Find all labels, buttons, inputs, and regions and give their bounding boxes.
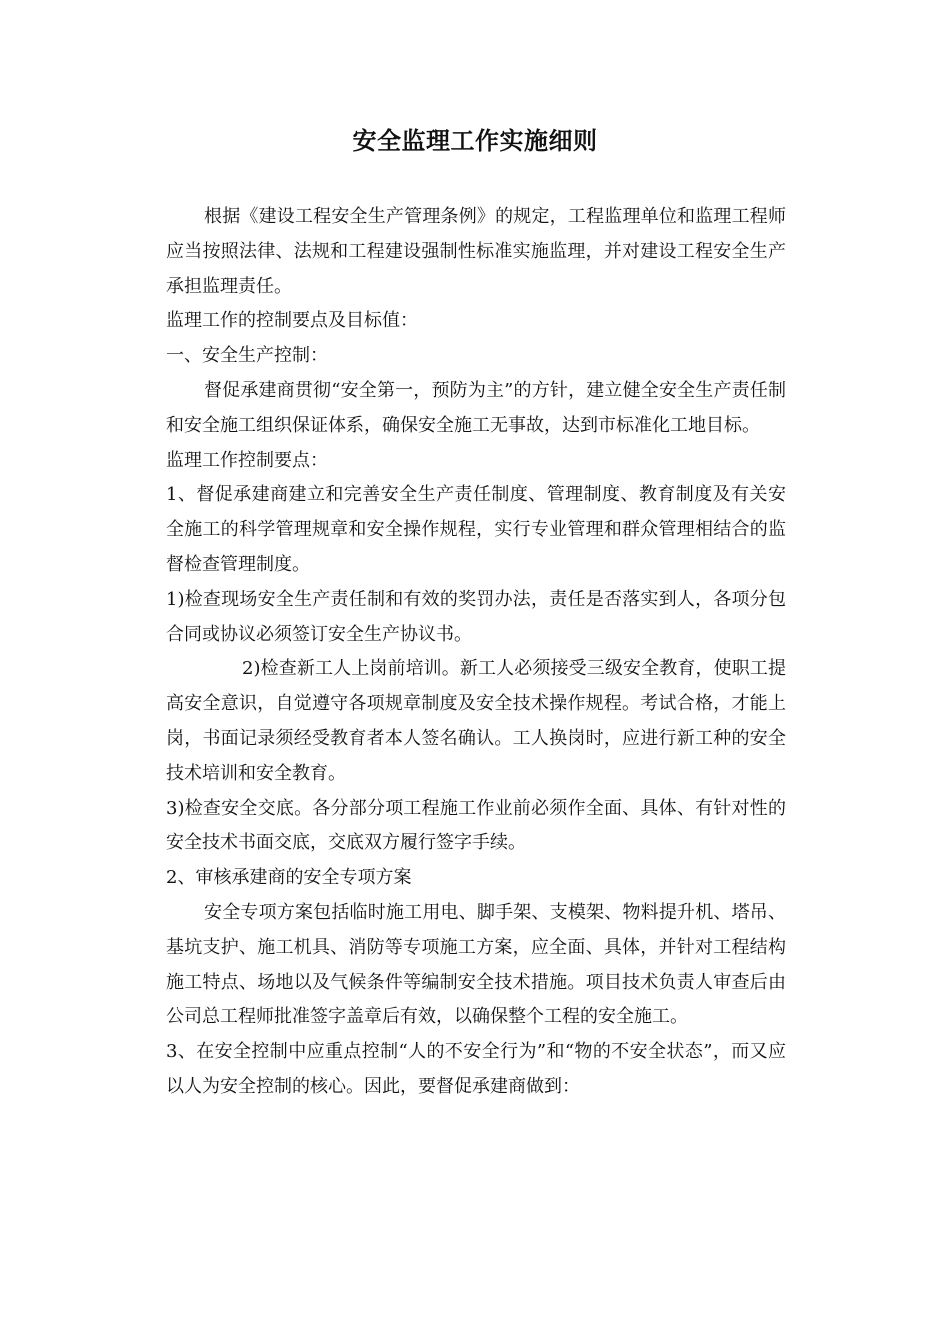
paragraph-key-points-heading: 监理工作控制要点： — [166, 449, 328, 471]
section-heading-safety-control: 一、安全生产控制： — [166, 345, 328, 367]
paragraph-safety-policy: 督促承建商贯彻“安全第一，预防为主”的方针，建立健全安全生产责任制和安全施工组织保证体系，确保安全施工无事故，达到市标准化工地目标。 — [166, 379, 786, 436]
sub-item-2: 2)检查新工人上岗前培训。新工人必须接受三级安全教育，使职工提高安全意识，自觉遵守各项规章制度及安全技术操作规程。考试合格，才能上岗，书面记录须经受教育者本人签名确认。工人换岗时，应进行新工种的安全技术培训和安全教育。 — [166, 658, 786, 784]
sub-item-3: 3)检查安全交底。各分部分项工程施工作业前必须作全面、具体、有针对性的安全技术书面交底，交底双方履行签字手续。 — [166, 797, 786, 854]
document-title: 安全监理工作实施细则 — [352, 126, 598, 155]
paragraph-intro: 根据《建设工程安全生产管理条例》的规定，工程监理单位和监理工程师应当按照法律、法规和工程建设强制性标准实施监理，并对建设工程安全生产承担监理责任。 — [166, 206, 786, 297]
paragraph-control-points-heading: 监理工作的控制要点及目标值： — [166, 310, 418, 332]
list-item-2: 2、审核承建商的安全专项方案 — [166, 867, 412, 889]
list-item-3: 3、在安全控制中应重点控制“人的不安全行为”和“物的不安全状态”，而又应以人为安全控制的核心。因此，要督促承建商做到： — [166, 1041, 786, 1097]
sub-item-1: 1)检查现场安全生产责任制和有效的奖罚办法，责任是否落实到人，各项分包合同或协议必须签订安全生产协议书。 — [166, 588, 786, 645]
paragraph-special-plan: 安全专项方案包括临时施工用电、脚手架、支模架、物料提升机、塔吊、基坑支护、施工机具、消防等专项施工方案，应全面、具体，并针对工程结构施工特点、场地以及气候条件等编制安全技术措施。项目技术负责人审查后由公司总工程师批准签字盖章后有效，以确保整个工程的安全施工。 — [166, 901, 786, 1028]
document-body — [166, 200, 786, 1105]
list-item-1: 1、督促承建商建立和完善安全生产责任制度、管理制度、教育制度及有关安全施工的科学管理规章和安全操作规程，实行专业管理和群众管理相结合的监督检查管理制度。 — [166, 484, 786, 575]
